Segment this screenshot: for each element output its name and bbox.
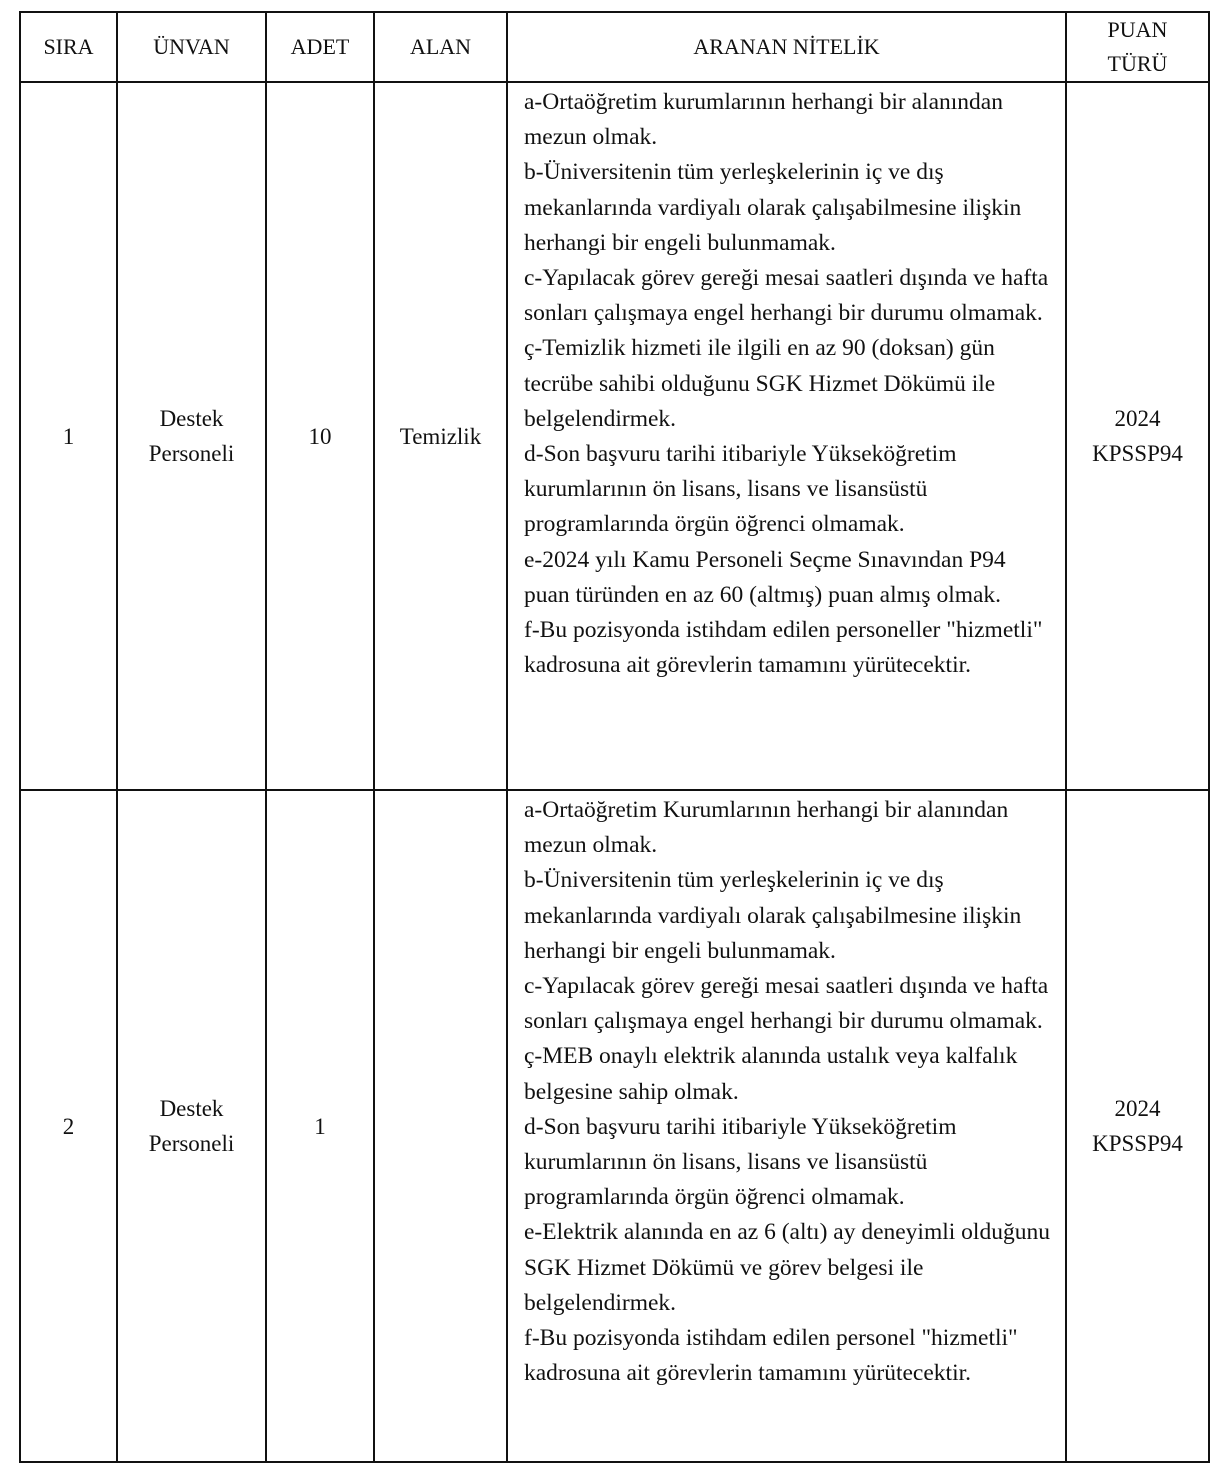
requirement-item: ç-MEB onaylı elektrik alanında ustalık veya kalfalık belgesine sahip olmak. (524, 1043, 1018, 1105)
requirement-item: a-Ortaöğretim Kurumlarının herhangi bir alanından mezun olmak. (524, 797, 1009, 859)
cell-puan-line2: KPSSP94 (1092, 441, 1183, 466)
cell-unvan-line2: Personeli (148, 441, 235, 466)
header-sira: SIRA (20, 12, 117, 82)
header-puan-turu-line2: TÜRÜ (1107, 51, 1168, 76)
requirement-item: e-Elektrik alanında en az 6 (altı) ay deneyimli olduğunu SGK Hizmet Dökümü ve görev belgesi ile belgelendirmek. (524, 1219, 1050, 1316)
cell-unvan (117, 82, 266, 790)
table-row (20, 82, 1209, 790)
header-unvan: ÜNVAN (117, 12, 266, 82)
header-adet: ADET (266, 12, 374, 82)
cell-puan-turu (1066, 790, 1209, 1462)
cell-puan-line1: 2024 (1114, 1096, 1161, 1121)
cell-aranan-nitelik (507, 82, 1066, 790)
requirement-item: ç-Temizlik hizmeti ile ilgili en az 90 (doksan) gün tecrübe sahibi olduğunu SGK Hizmet Dökümü ile belgelendirmek. (524, 335, 996, 432)
cell-sira: 1 (20, 82, 117, 790)
cell-puan-line1: 2024 (1114, 406, 1161, 431)
cell-unvan-line1: Destek (159, 406, 224, 431)
requirement-item: b-Üniversitenin tüm yerleşkelerinin iç ve dış mekanlarında vardiyalı olarak çalışabilmesine ilişkin herhangi bir engeli bulunmamak. (524, 867, 1022, 964)
cell-unvan-line2: Personeli (148, 1131, 235, 1156)
cell-aranan-nitelik (507, 790, 1066, 1462)
requirement-item: c-Yapılacak görev gereği mesai saatleri dışında ve hafta sonları çalışmaya engel herhangi bir durumu olmamak. (524, 265, 1049, 327)
header-aranan-nitelik: ARANAN NİTELİK (507, 12, 1066, 82)
requirement-item: e-2024 yılı Kamu Personeli Seçme Sınavından P94 puan türünden en az 60 (altmış) puan almış olmak. (524, 546, 1006, 608)
positions-table (19, 11, 1210, 1463)
table-row (20, 790, 1209, 1462)
cell-alan: Temizlik (374, 82, 507, 790)
cell-alan (374, 790, 507, 1462)
cell-sira: 2 (20, 790, 117, 1462)
requirement-item: d-Son başvuru tarihi itibariyle Yükseköğretim kurumlarının ön lisans, lisans ve lisansüstü programlarında örgün öğrenci olmamak. (524, 441, 957, 538)
header-row (20, 12, 1209, 82)
requirement-item: d-Son başvuru tarihi itibariyle Yükseköğretim kurumlarının ön lisans, lisans ve lisansüstü programlarında örgün öğrenci olmamak. (524, 1113, 957, 1211)
requirement-item: c-Yapılacak görev gereği mesai saatleri dışında ve hafta sonları çalışmaya engel herhangi bir durumu olmamak. (524, 973, 1049, 1035)
header-puan-turu (1066, 12, 1209, 82)
cell-adet: 10 (266, 82, 374, 790)
header-puan-turu-line1: PUAN (1107, 17, 1168, 42)
cell-puan-turu (1066, 82, 1209, 790)
cell-unvan-line1: Destek (159, 1096, 224, 1121)
cell-unvan (117, 790, 266, 1462)
cell-puan-line2: KPSSP94 (1092, 1131, 1183, 1156)
requirement-item: a-Ortaöğretim kurumlarının herhangi bir alanından mezun olmak. (524, 89, 1003, 151)
header-alan: ALAN (374, 12, 507, 82)
requirement-item: f-Bu pozisyonda istihdam edilen personeller "hizmetli" kadrosuna ait görevlerin tamamını yürütecektir. (524, 617, 1043, 679)
cell-adet: 1 (266, 790, 374, 1462)
requirement-item: f-Bu pozisyonda istihdam edilen personel "hizmetli" kadrosuna ait görevlerin tamamını yürütecektir. (524, 1325, 1018, 1387)
requirement-item: b-Üniversitenin tüm yerleşkelerinin iç ve dış mekanlarında vardiyalı olarak çalışabilmesine ilişkin herhangi bir engeli bulunmamak. (524, 159, 1022, 256)
